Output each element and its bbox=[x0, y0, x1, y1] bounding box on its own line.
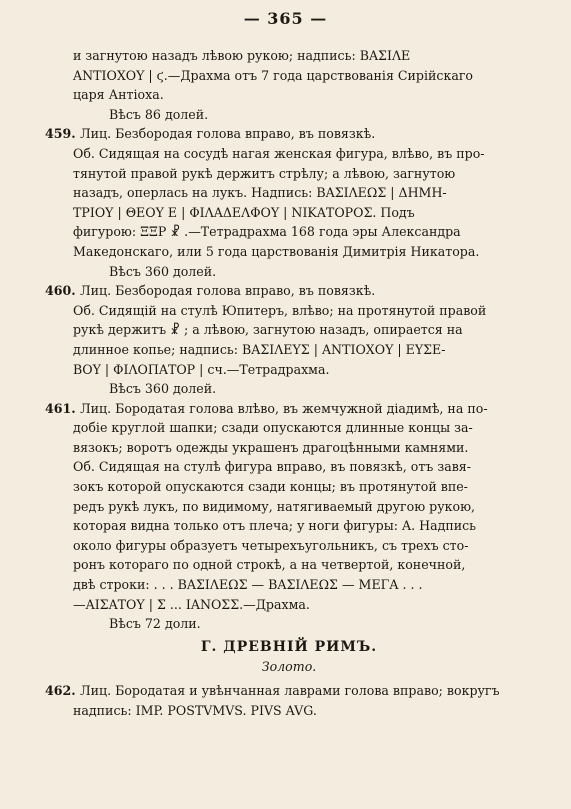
line-text: зокъ которой опускаются сзади концы; въ протянутой впе- bbox=[73, 479, 468, 495]
text-line bbox=[63, 222, 515, 242]
line-text: Вѣсъ 86 долей. bbox=[109, 106, 209, 122]
text-line bbox=[63, 379, 515, 399]
line-text: которая видна только отъ плеча; у ноги фигуры: Α. Надпись bbox=[73, 518, 477, 534]
line-text: Об. Сидящій на стулѣ Юпитеръ, влѣво; на протянутой правой bbox=[73, 302, 487, 318]
text-line bbox=[63, 516, 515, 536]
text-line bbox=[63, 555, 515, 575]
text-line bbox=[63, 575, 515, 595]
line-text: Вѣсъ 360 долей. bbox=[109, 263, 217, 279]
text-line bbox=[63, 144, 515, 164]
text-line bbox=[63, 320, 515, 340]
line-text: надпись: IMP. POSTVMVS. PIVS AVG. bbox=[73, 702, 317, 718]
text-line bbox=[63, 595, 515, 615]
line-text: Лиц. Бородатая и увѣнчанная лаврами голова вправо; вокругъ bbox=[80, 683, 500, 698]
text-line bbox=[63, 457, 515, 477]
text-line bbox=[63, 262, 515, 282]
text-line bbox=[63, 438, 515, 458]
line-text: царя Антіоха. bbox=[73, 87, 164, 103]
text-line bbox=[63, 701, 515, 721]
text-line bbox=[63, 183, 515, 203]
line-text: добіе круглой шапки; сзади опускаются длинные концы за- bbox=[73, 420, 473, 436]
catalog-entries-after bbox=[45, 681, 515, 720]
text-line bbox=[63, 418, 515, 438]
section-subheading: Золото. bbox=[261, 659, 317, 675]
text-line bbox=[63, 536, 515, 556]
catalog-text bbox=[45, 46, 515, 720]
text-line bbox=[63, 203, 515, 223]
line-text: Вѣсъ 360 долей. bbox=[109, 381, 217, 397]
line-text: Лиц. Безбородая голова вправо, въ повязкѣ. bbox=[80, 283, 376, 299]
page-number: — 365 — bbox=[243, 9, 328, 28]
text-line bbox=[63, 105, 515, 125]
line-text: Македонскаго, или 5 года царствованія Димитрія Никатора. bbox=[73, 243, 480, 259]
line-text: рукѣ держитъ ☧ ; а лѣвою, загнутою назадъ, опирается на bbox=[73, 322, 463, 338]
text-line bbox=[45, 399, 515, 419]
catalog-entries bbox=[45, 46, 515, 634]
line-text: ΤΡΙΟΥ | ΘΕΟΥ Ε | ΦΙΛΑΔΕΛΦΟΥ | ΝΙΚΑΤΟΡΟΣ. Подъ bbox=[73, 204, 415, 220]
line-text: около фигуры образуетъ четырехъугольникъ, съ трехъ сто- bbox=[73, 537, 469, 553]
text-line bbox=[63, 85, 515, 105]
entry-number: 462. bbox=[45, 683, 81, 698]
text-line bbox=[45, 681, 515, 701]
line-text: Об. Сидящая на сосудѣ нагая женская фигура, влѣво, въ про- bbox=[73, 145, 485, 161]
section-heading: Г. ДРЕВНІЙ РИМЪ. bbox=[200, 638, 378, 655]
text-line bbox=[63, 301, 515, 321]
text-line bbox=[63, 46, 515, 66]
line-text: назадъ, оперлась на лукъ. Надпись: ΒΑΣΙΛΕΩΣ | ΔΗΜΗ- bbox=[73, 185, 447, 201]
line-text: Лиц. Бородатая голова влѣво, въ жемчужной діадимѣ, на по- bbox=[80, 400, 488, 416]
text-line bbox=[63, 242, 515, 262]
text-line bbox=[63, 66, 515, 86]
line-text: ронъ котораго по одной строкѣ, а на четвертой, конечной, bbox=[73, 557, 466, 573]
line-text: ΑΝΤΙΟΧΟΥ | ϛ.—Драхма отъ 7 года царствованія Сирійскаго bbox=[73, 67, 474, 83]
line-text: фигурою: ΞΞΡ ☧ .—Тетрадрахма 168 года эры Александра bbox=[73, 224, 461, 240]
line-text: Лиц. Безбородая голова вправо, въ повязкѣ. bbox=[80, 126, 376, 142]
line-text: ΒΟΥ | ΦΙΛΟΠΑΤΟΡ | сч.—Тетрадрахма. bbox=[73, 361, 330, 377]
line-text: двѣ строки: . . . ΒΑΣΙΛΕΩΣ — ΒΑΣΙΛΕΩΣ — ΜΕΓΑ . . . bbox=[73, 577, 423, 593]
line-text: длинное копье; надпись: ΒΑΣΙΛΕΥΣ | ΑΝΤΙΟΧΟΥ | ΕΥΣΕ- bbox=[73, 341, 446, 357]
text-line bbox=[63, 497, 515, 517]
text-line bbox=[45, 124, 515, 144]
line-text: —ΑΙΣΑΤΟΥ | Σ ... ΙΑΝΟΣΣ.—Драхма. bbox=[73, 596, 310, 612]
entry-number: 459. bbox=[45, 126, 81, 142]
line-text: Об. Сидящая на стулѣ фигура вправо, въ повязкѣ, отъ завя- bbox=[73, 459, 471, 475]
text-line bbox=[63, 164, 515, 184]
entry-number: 461. bbox=[45, 400, 81, 416]
line-text: и загнутою назадъ лѣвою рукою; надпись: ΒΑΣΙΛΕ bbox=[73, 48, 411, 63]
line-text: тянутой правой рукѣ держитъ стрѣлу; а лѣвою, загнутою bbox=[73, 165, 456, 181]
entry-number: 460. bbox=[45, 283, 81, 299]
line-text: редъ рукѣ лукъ, по видимому, натягиваемый другою рукою, bbox=[73, 498, 476, 514]
text-line bbox=[63, 614, 515, 634]
text-line bbox=[63, 477, 515, 497]
text-line bbox=[63, 340, 515, 360]
text-line bbox=[45, 281, 515, 301]
line-text: Вѣсъ 72 доли. bbox=[109, 616, 201, 632]
text-line bbox=[63, 360, 515, 380]
line-text: вязокъ; воротъ одежды украшенъ драгоцѣнными камнями. bbox=[73, 439, 469, 455]
